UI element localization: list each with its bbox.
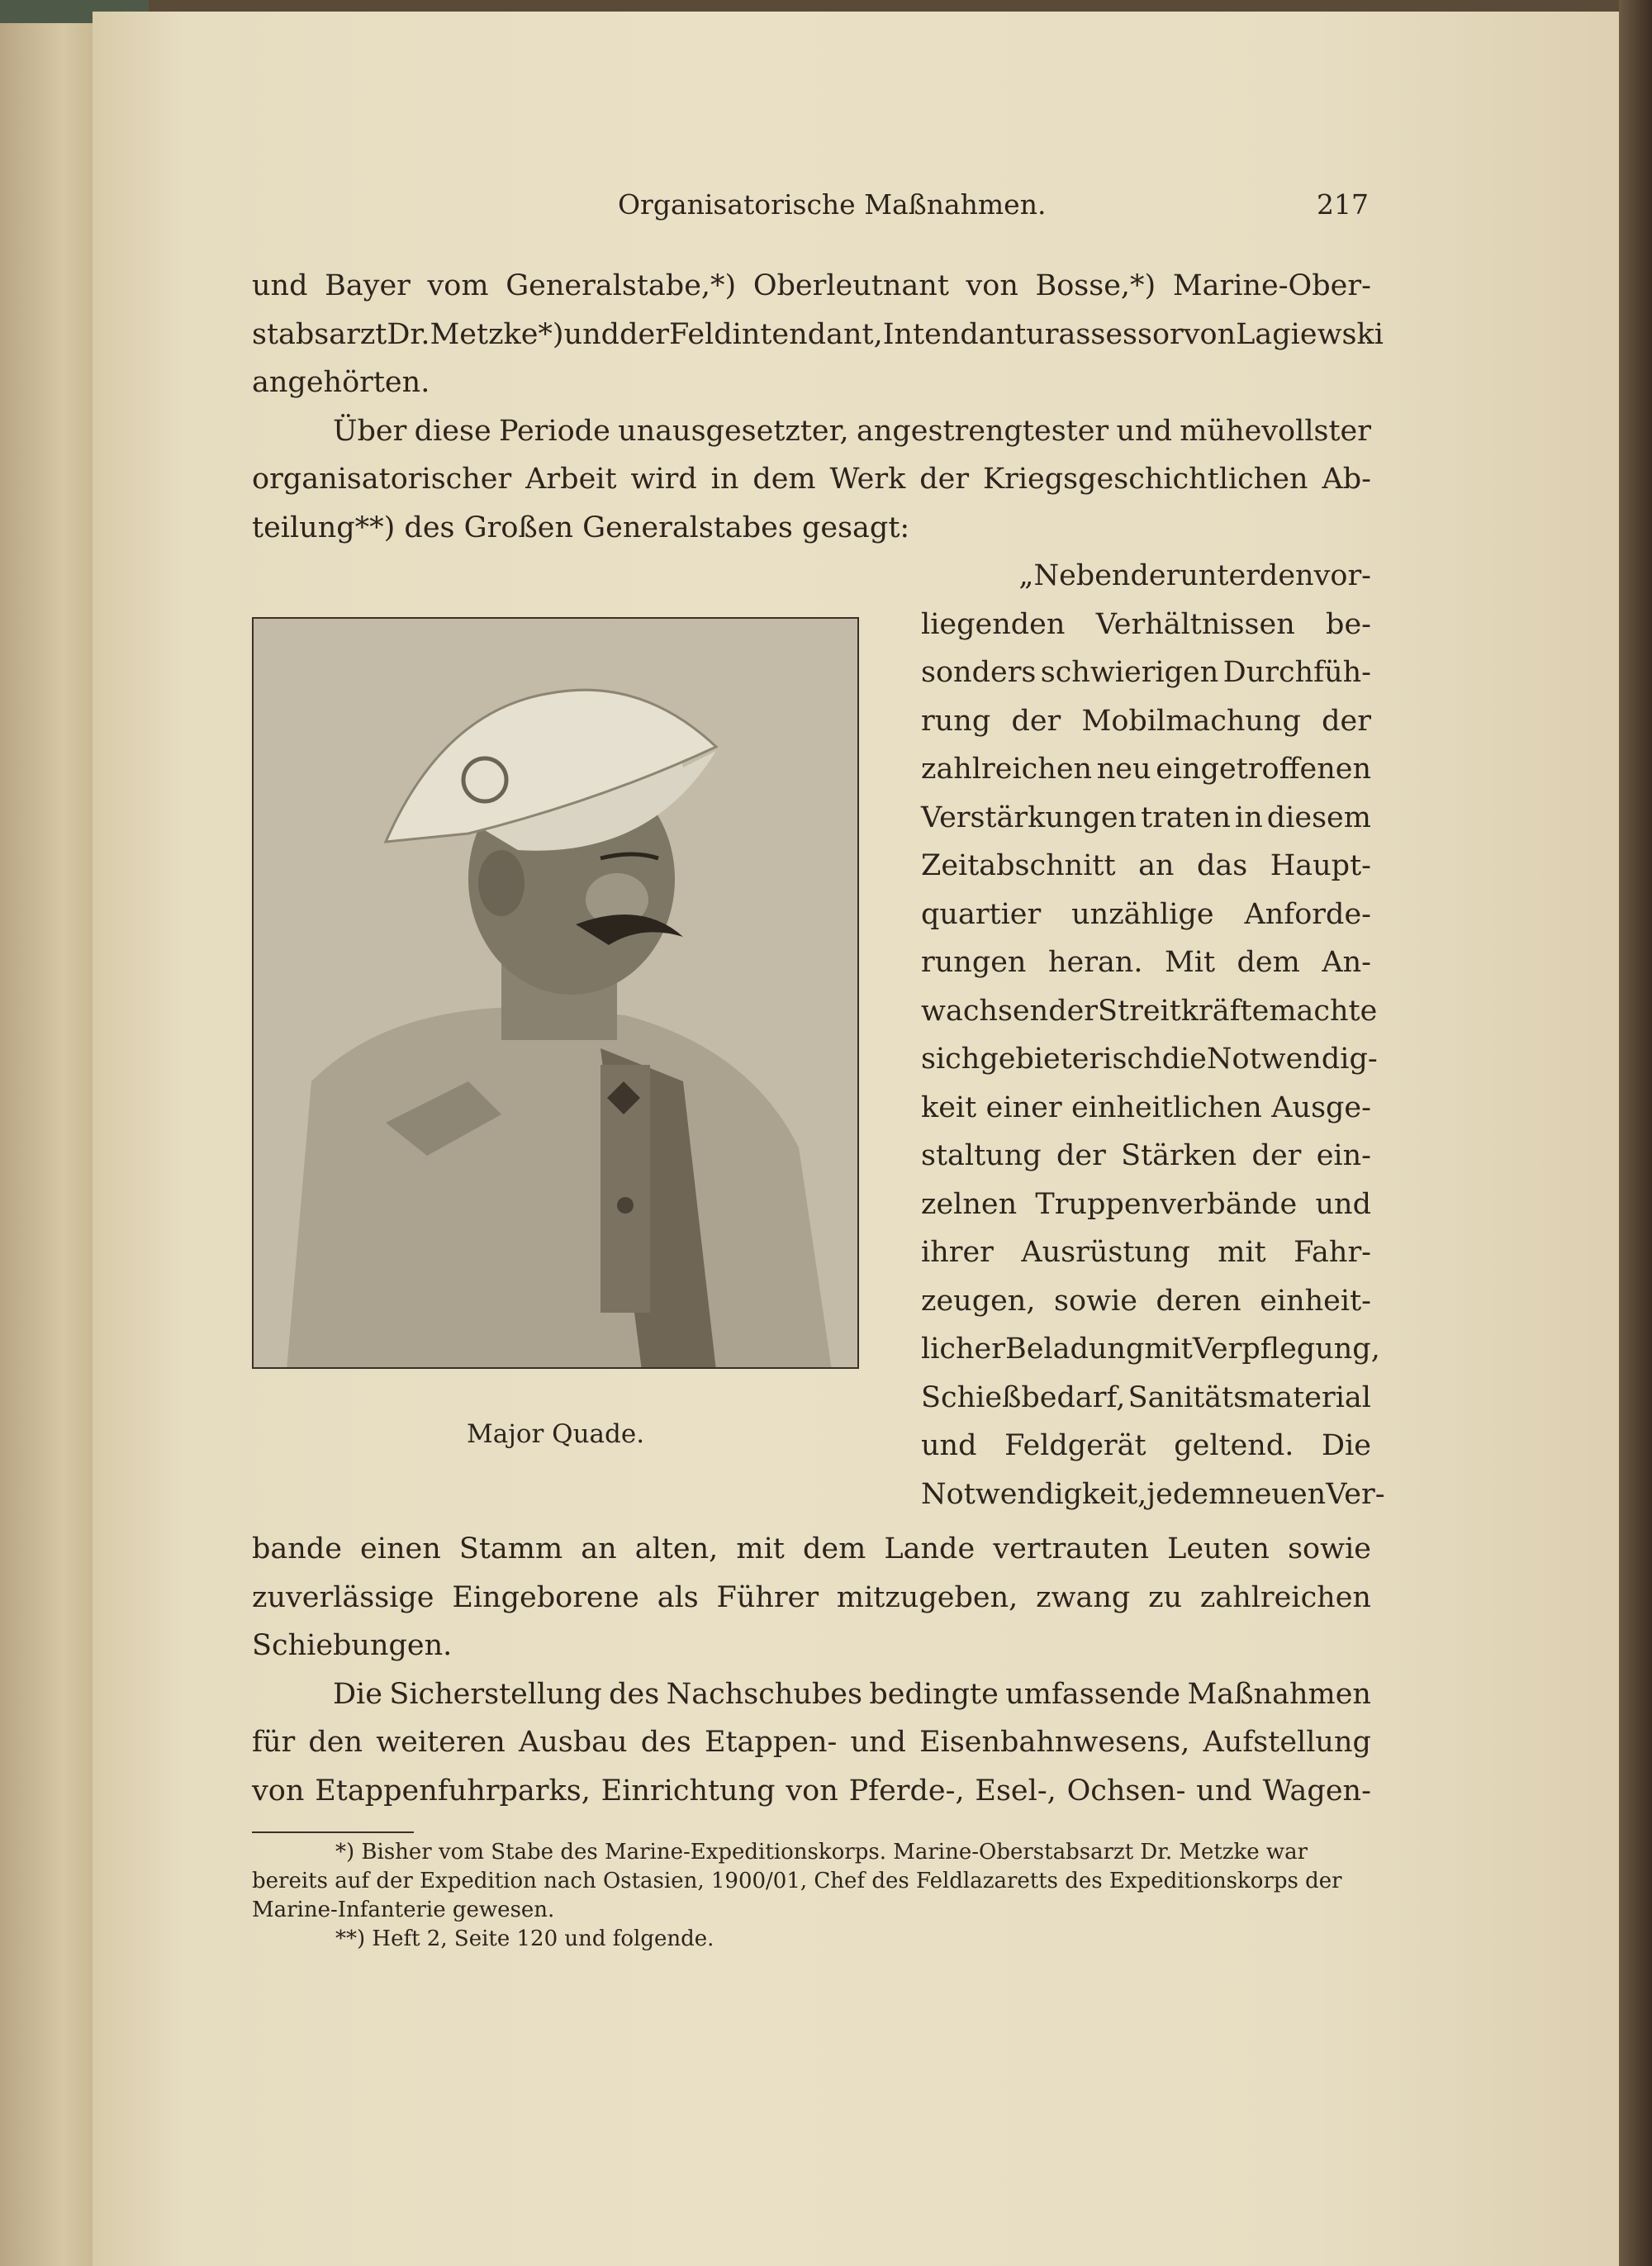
word: Kriegsgeschichtlichen [982, 463, 1308, 496]
word: liegenden [921, 607, 1066, 641]
figure-caption: Major Quade. [467, 1419, 645, 1449]
word: des [640, 1726, 691, 1759]
word: unzählige [1071, 897, 1214, 931]
portrait-illustration [254, 619, 859, 1369]
text-line: angehörten. [252, 366, 430, 399]
word: und [1116, 414, 1172, 448]
text-line [921, 1325, 1380, 1374]
word: und [1196, 1774, 1252, 1808]
word: der [1251, 1139, 1302, 1172]
word: Verstärkungen [921, 800, 1137, 834]
word: staltung [921, 1139, 1042, 1172]
word: die [1161, 1043, 1207, 1076]
word: dem [802, 1532, 866, 1565]
word: neuen [1236, 1477, 1327, 1511]
text-line [921, 842, 1371, 891]
word: sowie [1288, 1532, 1371, 1565]
word: Esel-, [975, 1774, 1056, 1808]
word: des [609, 1677, 660, 1711]
word: und [850, 1726, 906, 1759]
word: Eingeborene [452, 1580, 639, 1614]
word: mitzugeben, [836, 1580, 1018, 1614]
word: Die [1322, 1429, 1371, 1462]
footnote-1-end: Marine-Infanterie gewesen. [252, 1898, 555, 1922]
word: Dr. [387, 317, 430, 351]
word: Ausbau [518, 1726, 628, 1759]
word: der [1130, 559, 1180, 592]
word: Streitkräfte [1098, 994, 1270, 1028]
text-line [921, 794, 1371, 843]
text-line [252, 262, 1371, 311]
word: vom [427, 269, 489, 302]
text-line [252, 311, 1384, 359]
word: Nachschubes [666, 1677, 862, 1711]
word: bedingte [869, 1677, 999, 1711]
word: diese [414, 414, 491, 448]
word: der [1322, 704, 1371, 738]
word: in [1235, 800, 1263, 834]
word: unausgesetzter, [618, 414, 849, 448]
footnote-rule [252, 1831, 414, 1833]
word: der [620, 317, 669, 351]
word: Bayer [325, 269, 411, 302]
word: traten [1141, 800, 1232, 834]
word: Die [333, 1677, 382, 1711]
word: zahlreichen [921, 753, 1093, 786]
word: Metzke*) [430, 317, 564, 351]
word: Etappen- [704, 1726, 838, 1759]
word: Intendanturassessor [882, 317, 1184, 351]
word: Verpflegung, [1192, 1333, 1380, 1366]
text-line [921, 938, 1371, 987]
word: einen [360, 1532, 441, 1565]
running-head: Organisatorische Maßnahmen. [618, 188, 1047, 221]
text-line [252, 1767, 1371, 1816]
text-line [921, 697, 1371, 746]
word: An- [1322, 946, 1371, 979]
word: den [1259, 559, 1314, 592]
word: rung [921, 704, 991, 738]
word: Durchfüh- [1222, 656, 1371, 689]
word: der [1011, 704, 1061, 738]
word: wachsen [921, 994, 1049, 1028]
page-edge-shadow [1619, 0, 1652, 2266]
word: Einrichtung [601, 1774, 776, 1808]
word: sich [921, 1043, 980, 1076]
word: Ochsen- [1066, 1774, 1186, 1808]
word: Über [333, 414, 407, 448]
word: in [710, 463, 739, 496]
text-line [921, 987, 1378, 1036]
word: zahlreichen [1199, 1580, 1371, 1614]
text-line [921, 552, 1371, 601]
word: an [1138, 849, 1175, 882]
word: Notwendig- [1206, 1043, 1378, 1076]
text-line [921, 1470, 1385, 1519]
text-line [921, 1035, 1378, 1084]
word: Mobilmachung [1081, 704, 1301, 738]
text-line: Schiebungen. [252, 1629, 453, 1662]
word: Stärken [1121, 1139, 1237, 1172]
footnote-2: **) Heft 2, Seite 120 und folgende. [335, 1926, 714, 1951]
word: Feldgerät [1004, 1429, 1146, 1462]
word: Leuten [1167, 1532, 1270, 1565]
body-paragraphs [252, 1525, 1371, 1815]
word: organisatorischer [252, 463, 512, 496]
word: und [563, 317, 620, 351]
word: Lande [884, 1532, 976, 1565]
text-line [921, 648, 1371, 697]
word: bande [252, 1532, 342, 1565]
word: stabsarzt [252, 317, 387, 351]
word: Verhältnissen [1095, 607, 1295, 641]
word: Fahr- [1294, 1236, 1371, 1269]
word: Mit [1164, 946, 1216, 979]
page-number: 217 [1317, 188, 1369, 221]
text-line [252, 1718, 1371, 1767]
word: mit [736, 1532, 785, 1565]
word: von [252, 1774, 305, 1808]
word: deren [1156, 1284, 1241, 1318]
word: Sicherstellung [389, 1677, 602, 1711]
word: eingetroffenen [1156, 753, 1371, 786]
word: sonders [921, 656, 1037, 689]
word: alten, [634, 1532, 719, 1565]
word: Haupt- [1270, 849, 1371, 882]
word: zuverlässige [252, 1580, 434, 1614]
word: Bosse,*) [1035, 269, 1156, 302]
word: Sanitätsmaterial [1127, 1380, 1371, 1414]
word: machte [1269, 994, 1378, 1028]
word: Ausge- [1271, 1090, 1371, 1124]
word: licher [921, 1333, 1005, 1366]
word: neu [1096, 753, 1151, 786]
word: als [657, 1580, 699, 1614]
word: von [966, 269, 1018, 302]
word: der [1056, 1139, 1106, 1172]
footnote-1: *) Bisher vom Stabe des Marine-Expeditionskorps. Marine-Oberstabsarzt Dr. Metzke war [335, 1840, 1308, 1865]
word: Maßnahmen [1187, 1677, 1371, 1711]
text-line [921, 1277, 1371, 1326]
word: geltend. [1174, 1429, 1294, 1462]
word: ihrer [921, 1236, 994, 1269]
text-line [921, 1084, 1371, 1133]
word: dem [752, 463, 816, 496]
word: das [1197, 849, 1248, 882]
word: diesem [1266, 800, 1371, 834]
word: ein- [1316, 1139, 1371, 1172]
word: Arbeit [525, 463, 617, 496]
text-line [252, 455, 1371, 504]
text-line [921, 1181, 1371, 1229]
word: und [921, 1429, 977, 1462]
word: unter [1180, 559, 1260, 592]
word: heran. [1047, 946, 1143, 979]
word: Zeitabschnitt [921, 849, 1116, 882]
word: und [252, 269, 308, 302]
word: Marine-Ober- [1172, 269, 1371, 302]
intro-paragraphs [252, 262, 1384, 552]
word: Schießbedarf, [921, 1380, 1126, 1414]
word: vertrauten [993, 1532, 1150, 1565]
word: wird [630, 463, 697, 496]
word: Feldintendant, [668, 317, 883, 351]
word: Generalstabe,*) [506, 269, 737, 302]
word: der [919, 463, 970, 496]
word: sowie [1054, 1284, 1137, 1318]
word: rungen [921, 946, 1027, 979]
text-line [921, 1228, 1371, 1277]
word: und [1315, 1187, 1371, 1221]
word: jedem [1146, 1477, 1237, 1511]
word: Eisenbahnwesens, [919, 1726, 1190, 1759]
word: Pferde-, [848, 1774, 965, 1808]
word: Ab- [1322, 463, 1371, 496]
word: mit [1144, 1333, 1193, 1366]
text-line: teilung**) des Großen Generalstabes gesagt: [252, 511, 910, 544]
quote-column [921, 552, 1385, 1518]
footnote-1-cont: bereits auf der Expedition nach Ostasien, 1900/01, Chef des Feldlazaretts des Expeditionskorps der [252, 1869, 1342, 1893]
word: Ausrüstung [1021, 1236, 1190, 1269]
portrait-photograph [252, 617, 859, 1369]
word: Lagiewski [1236, 317, 1384, 351]
text-line [921, 891, 1371, 939]
word: einheit- [1260, 1284, 1371, 1318]
word: weiteren [376, 1726, 506, 1759]
word: keit [921, 1090, 977, 1124]
text-line [921, 1374, 1371, 1423]
word: quartier [921, 897, 1042, 931]
word: schwierigen [1040, 656, 1219, 689]
word: Werk [829, 463, 906, 496]
word: Notwendigkeit, [921, 1477, 1147, 1511]
text-line [252, 1574, 1371, 1622]
word: Beladung [1004, 1333, 1145, 1366]
word: zu [1148, 1580, 1183, 1614]
word: Wagen- [1262, 1774, 1371, 1808]
word: den [308, 1726, 363, 1759]
word: Periode [498, 414, 610, 448]
word: mühevollster [1180, 414, 1371, 448]
text-line [921, 601, 1371, 649]
word: vor- [1313, 559, 1371, 592]
text-line [252, 407, 1371, 456]
word: Anforde- [1244, 897, 1371, 931]
word: dem [1237, 946, 1300, 979]
text-line [252, 1525, 1371, 1574]
word: von [786, 1774, 838, 1808]
word: einheitlichen [1071, 1090, 1262, 1124]
word: der [1048, 994, 1099, 1028]
word: Etappenfuhrparks, [315, 1774, 591, 1808]
word: be- [1326, 607, 1371, 641]
text-line [921, 1132, 1371, 1181]
word: Truppenverbände [1035, 1187, 1298, 1221]
word: zelnen [921, 1187, 1018, 1221]
word: Aufstellung [1203, 1726, 1371, 1759]
text-line [252, 1670, 1371, 1719]
word: Führer [716, 1580, 819, 1614]
word: von [1183, 317, 1237, 351]
word: zeugen, [921, 1284, 1036, 1318]
word: Oberleutnant [752, 269, 949, 302]
text-line [921, 1422, 1371, 1470]
text-line [921, 745, 1371, 794]
word: angestrengtester [856, 414, 1109, 448]
word: für [252, 1726, 296, 1759]
word: mit [1218, 1236, 1266, 1269]
word: „Neben [1018, 559, 1131, 592]
word: umfassende [1005, 1677, 1181, 1711]
word: Ver- [1326, 1477, 1385, 1511]
word: an [581, 1532, 617, 1565]
word: Stamm [458, 1532, 563, 1565]
word: zwang [1036, 1580, 1131, 1614]
word: gebieterisch [980, 1043, 1162, 1076]
word: einer [985, 1090, 1062, 1124]
